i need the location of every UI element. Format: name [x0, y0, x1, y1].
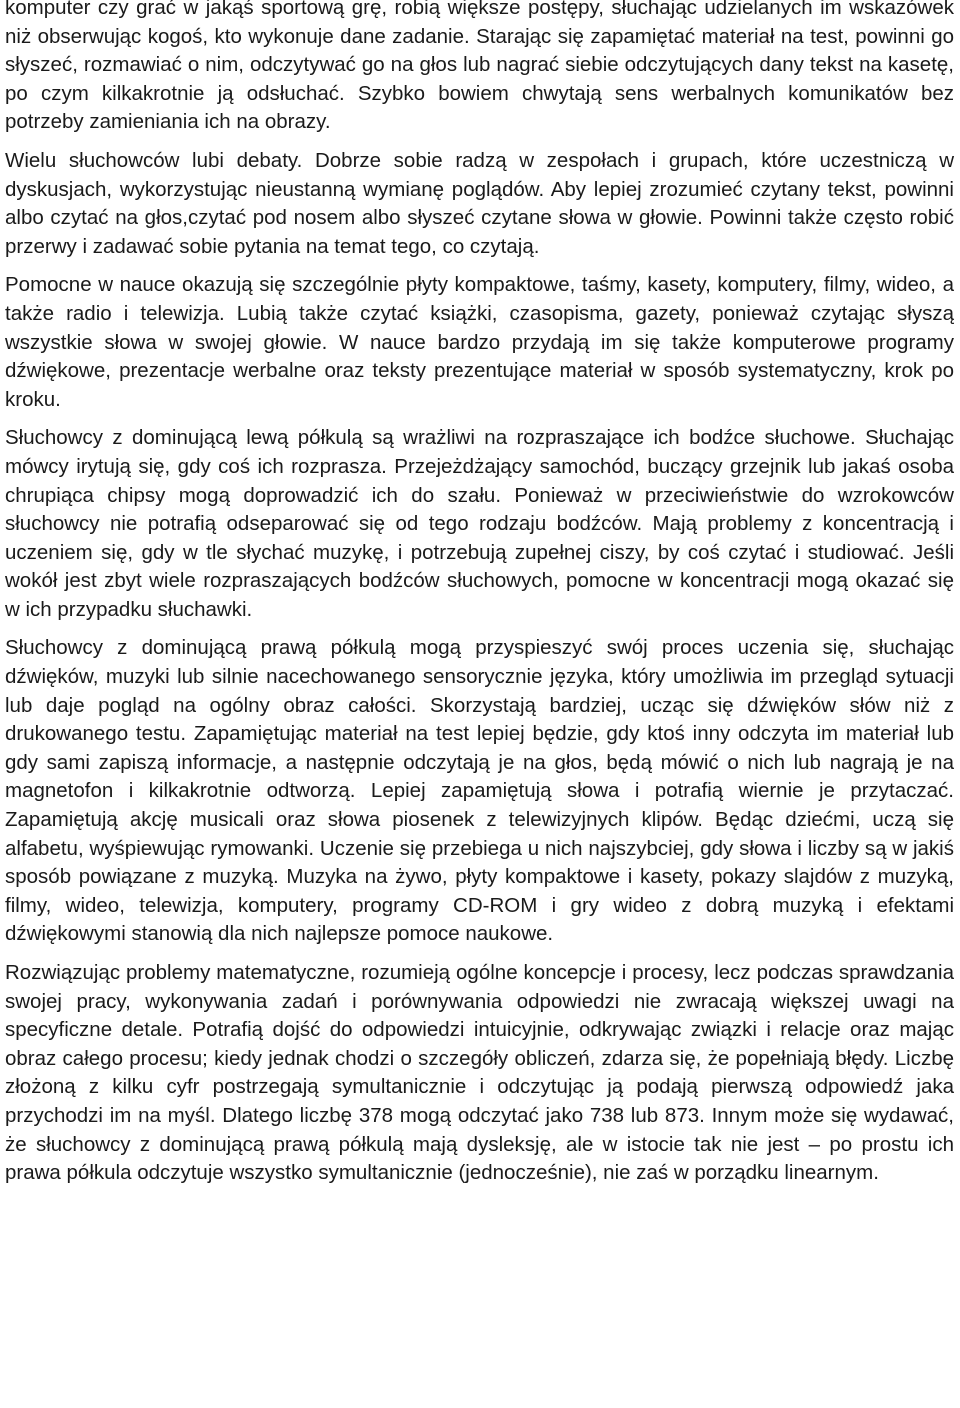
paragraph-4: Słuchowcy z dominującą lewą półkulą są wrażliwi na rozpraszające ich bodźce słuchowe. Słuchając mówcy irytują się, gdy coś ich rozprasza. Przejeżdżający samochód, buczący grzejnik lub jakaś osoba chrupiąca chipsy mogą doprowadzić ich do szału. Ponieważ w przeciwieństwie do wzrokowców słuchowcy nie potrafią odseparować się od tego rodzaju bodźców. Mają problemy z koncentracją i uczeniem się, gdy w tle słychać muzykę, i potrzebują zupełnej ciszy, by coś czytać i studiować. Jeśli wokół jest zbyt wiele rozpraszających bodźców słuchowych, pomocne w koncentracji mogą okazać się w ich przypadku słuchawki.	[5, 426, 954, 621]
paragraph-5: Słuchowcy z dominującą prawą półkulą mogą przyspieszyć swój proces uczenia się, słuchając dźwięków, muzyki lub silnie nacechowanego sensorycznie języka, który umożliwia im przegląd sytuacji lub daje pogląd na ogólny obraz całości. Skorzystają bardziej, ucząc się dźwięków słów niż z drukowanego testu. Zapamiętując materiał na test lepiej będzie, gdy ktoś inny odczyta im materiał lub gdy sami zapiszą informacje, a następnie odczytają je na głos, będą mówić o nich lub nagrają je na magnetofon i kilkakrotnie odtworzą. Lepiej zapamiętują słowa i potrafią wiernie je przytaczać. Zapamiętują akcję musicali oraz słowa piosenek z telewizyjnych klipów. Będąc dziećmi, uczą się alfabetu, wyśpiewując rymowanki. Uczenie się przebiega u nich najszybciej, gdy słowa i liczby są w jakiś sposób powiązane z muzyką. Muzyka na żywo, płyty kompaktowe i kasety, pokazy slajdów z muzyką, filmy, wideo, telewizja, komputery, programy CD-ROM i gry wideo z dobrą muzyką i efektami dźwiękowymi stanowią dla nich najlepsze pomoce naukowe.	[5, 636, 954, 946]
paragraph-6: Rozwiązując problemy matematyczne, rozumieją ogólne koncepcje i procesy, lecz podczas sprawdzania swojej pracy, wykonywania zadań i porównywania odpowiedzi nie zwracają większej uwagi na specyficzne detale. Potrafią dojść do odpowiedzi intuicyjnie, odkrywając związki i relacje oraz mając obraz całego procesu; kiedy jednak chodzi o szczegóły obliczeń, zdarza się, że popełniają błędy. Liczbę złożoną z kilku cyfr postrzegają symultanicznie i odczytując ją podają pierwszą odpowiedź jaka przychodzi im na myśl. Dlatego liczbę 378 mogą odczytać jako 738 lub 873. Innym może się wydawać, że słuchowcy z dominującą prawą półkulą mają dysleksję, ale w istocie tak nie jest – po prostu ich prawa półkula odczytuje wszystko symultanicznie (jednocześnie), nie zaś w porządku linearnym.	[5, 961, 954, 1185]
paragraph-2: Wielu słuchowców lubi debaty. Dobrze sobie radzą w zespołach i grupach, które uczestniczą w dyskusjach, wykorzystując nieustanną wymianę poglądów. Aby lepiej zrozumieć czytany tekst, powinni albo czytać na głos,czytać pod nosem albo słyszeć czytane słowa w głowie. Powinni także często robić przerwy i zadawać sobie pytania na temat tego, co czytają.	[5, 148, 954, 258]
paragraph-1: komputer czy grać w jakąś sportową grę, robią większe postępy, słuchając udzielanych im wskazówek niż obserwując kogoś, kto wykonuje dane zadanie. Starając się zapamiętać materiał na test, powinni go słyszeć, rozmawiać o nim, odczytywać go na głos lub nagrać siebie odczytujących dany tekst na kasetę, po czym kilkakrotnie ją odsłuchać. Szybko bowiem chwytają sens werbalnych komunikatów bez potrzeby zamieniania ich na obrazy.	[5, 0, 954, 134]
paragraph-3: Pomocne w nauce okazują się szczególnie płyty kompaktowe, taśmy, kasety, komputery, filmy, wideo, a także radio i telewizja. Lubią także czytać książki, czasopisma, gazety, ponieważ czytając słyszą wszystkie słowa w swojej głowie. W nauce bardzo przydają im się także komputerowe programy dźwiękowe, prezentacje werbalne oraz teksty prezentujące materiał w sposób systematyczny, krok po kroku.	[5, 273, 954, 411]
